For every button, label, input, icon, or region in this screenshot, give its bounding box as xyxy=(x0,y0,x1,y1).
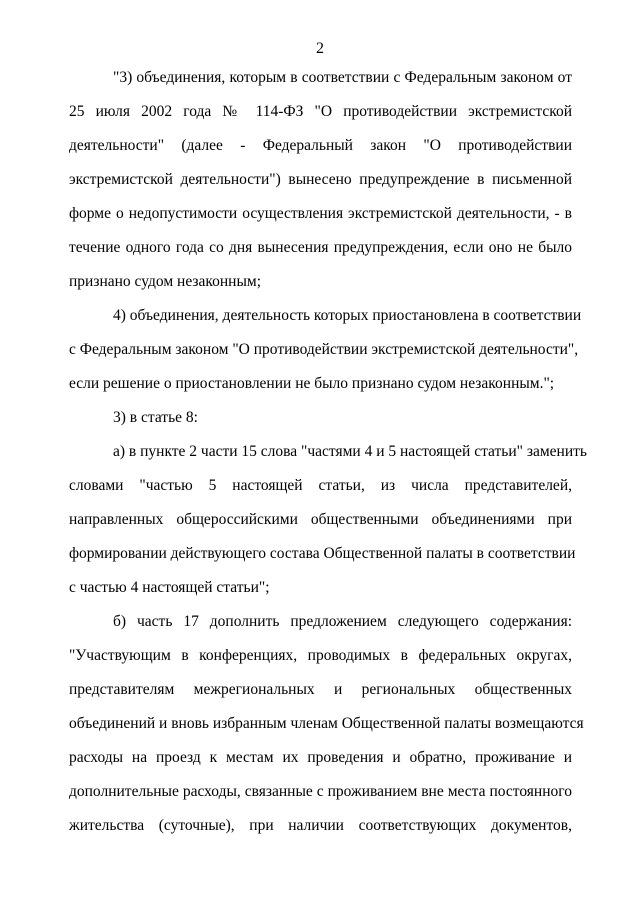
text-line: объединений и вновь избранным членам Общественной палаты возмещаются xyxy=(69,715,584,732)
text-line: представителям межрегиональных и региональных общественных xyxy=(69,681,572,698)
text-line: "3) объединения, которым в соответствии с Федеральным законом от xyxy=(113,69,572,86)
text-line: "Участвующим в конференциях, проводимых в федеральных округах, xyxy=(69,647,572,664)
text-line: 3) в статье 8: xyxy=(113,409,198,426)
paragraph-subitem-b xyxy=(69,605,584,843)
text-line: расходы на проезд к местам их проведения и обратно, проживание и xyxy=(69,749,572,766)
text-line: если решение о приостановлении не было признано судом незаконным."; xyxy=(69,375,555,392)
text-line: экстремистской деятельности") вынесено предупреждение в письменной xyxy=(69,171,572,188)
text-line: формировании действующего состава Общественной палаты в соответствии xyxy=(69,545,576,562)
text-line: течение одного года со дня вынесения предупреждения, если оно не было xyxy=(69,239,572,256)
text-line: жительства (суточные), при наличии соответствующих документов, xyxy=(69,817,572,834)
text-line: дополнительные расходы, связанные с проживанием вне места постоянного xyxy=(69,783,572,800)
page-number: 2 xyxy=(316,40,324,57)
text-line: 25 июля 2002 года № 114-ФЗ "О противодействии экстремистской xyxy=(69,103,572,120)
text-line: признано судом незаконным; xyxy=(69,273,262,290)
document-body xyxy=(69,61,587,843)
paragraph-subitem-a xyxy=(69,435,587,605)
paragraph-item-4-suspended-associations xyxy=(69,299,582,401)
text-line: б) часть 17 дополнить предложением следующего содержания: xyxy=(113,613,572,630)
text-line: а) в пункте 2 части 15 слова "частями 4 и 5 настоящей статьи" заменить xyxy=(113,443,587,460)
text-line: с Федеральным законом "О противодействии экстремистской деятельности", xyxy=(69,341,579,358)
text-line: форме о недопустимости осуществления экстремистской деятельности, - в xyxy=(69,205,572,222)
paragraph-article-8-heading xyxy=(69,401,572,435)
text-line: деятельности" (далее - Федеральный закон "О противодействии xyxy=(69,137,572,154)
text-line: 4) объединения, деятельность которых приостановлена в соответствии xyxy=(113,307,582,324)
text-line: направленных общероссийскими общественными объединениями при xyxy=(69,511,572,528)
text-line: с частью 4 настоящей статьи"; xyxy=(69,579,270,596)
paragraph-item-3-extremist-warning xyxy=(69,61,572,299)
text-line: словами "частью 5 настоящей статьи, из числа представителей, xyxy=(69,477,572,494)
